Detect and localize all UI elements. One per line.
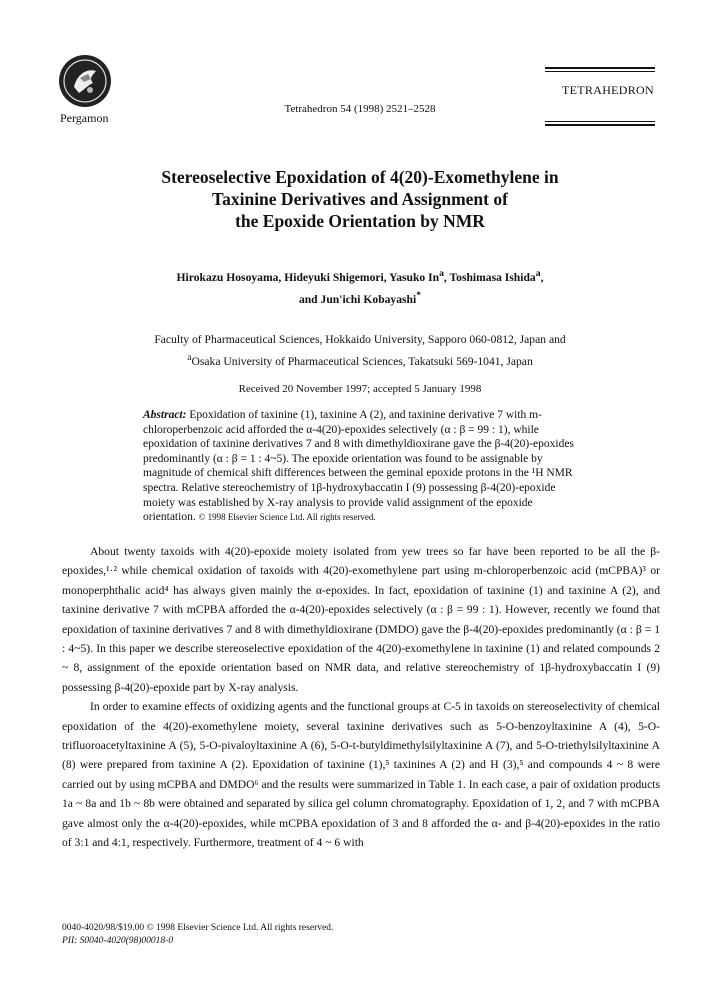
title-line-1: Stereoselective Epoxidation of 4(20)-Exomethylene in [161,167,559,187]
header-rule-bottom-2 [545,124,655,126]
affiliation-text: Osaka University of Pharmaceutical Sciences, Takatsuki 569-1041, Japan [191,354,533,368]
abstract-label: Abstract: [143,409,187,421]
journal-citation: Tetrahedron 54 (1998) 2521–2528 [284,103,436,115]
header-rule-top-1 [545,67,655,69]
title-line-3: the Epoxide Orientation by NMR [235,211,485,231]
affiliation-mark: a [187,352,192,363]
footer-pii: PII: S0040-4020(98)00018-0 [62,936,174,946]
author-line-2 [60,287,660,309]
paper-title [60,166,660,232]
author-separator: , [540,270,544,284]
title-line-2: Taxinine Derivatives and Assignment of [212,189,508,209]
abstract-copyright: © 1998 Elsevier Science Ltd. All rights reserved. [198,512,376,523]
footer-copyright: 0040-4020/98/$19.00 © 1998 Elsevier Science Ltd. All rights reserved. [62,923,334,933]
author-line-1 [60,265,660,287]
publisher-name: Pergamon [60,111,109,125]
author-names-1: Hirokazu Hosoyama, Hideyuki Shigemori, Yasuko In [176,270,440,284]
abstract-text: Epoxidation of taxinine (1), taxinine A (2), and taxinine derivative 7 with m-chloroperbenzoic acid afforded the α-4(20)-epoxides selectively (α : β = 99 : 1), while epoxidation of taxinine derivatives 7 and 8 with dimethyldioxirane gave the β-4(20)-epoxides predominantly (α : β = 1 : 4~5). The epoxide orientation was found to be assignable by magnitude of chemical shift differences between the geminal epoxide protons in the ¹H NMR spectra. Relative stereochemistry of 1β-hydroxybaccatin I (9) possessing β-4(20)-epoxide moiety was established by X-ray analysis to provide valid assignment of the epoxide orientation. [143,409,574,524]
received-date: Received 20 November 1997; accepted 5 January 1998 [238,383,482,395]
header-rule-bottom-1 [545,121,655,122]
journal-name: TETRAHEDRON [562,83,654,97]
author-names-2: , Toshimasa Ishida [443,270,536,284]
affiliation-mark: a [535,268,541,279]
body-paragraph-1: About twenty taxoids with 4(20)-epoxide moiety isolated from yew trees so far have been reported to be all the β-epoxides,¹·² while chemical oxidation of taxoids with 4(20)-exomethylene part using m-chloroperbenzoic acid (mCPBA)³ or monoperphthalic acid⁴ has always given mainly the α-epoxides. In fact, epoxidation of taxinine (1) and taxinine A (2), and taxinine derivative 7 with mCPBA afforded the α-4(20)-epoxides selectively (α : β = 99 : 1). However, recently we found that epoxidation of taxinine derivatives 7 and 8 with dimethyldioxirane (DMDO) gave the β-4(20)-epoxides predominantly (α : β = 1 : 4~5). In this paper we describe stereoselective epoxidation of the 4(20)-exomethylene in taxinine (1) and related compounds 2 ~ 8, assignment of the epoxide orientation based on NMR data, and relative stereochemistry of 1β-hydroxybaccatin I (9) possessing β-4(20)-epoxide part by X-ray analysis. [62,545,660,694]
affiliation-line-1: Faculty of Pharmaceutical Sciences, Hokkaido University, Sapporo 060-0812, Japan and [154,333,566,346]
abstract [143,408,580,525]
affiliation-mark: a [439,268,444,279]
header-rule-top-2 [545,71,655,72]
body-paragraph-2: In order to examine effects of oxidizing agents and the functional groups at C-5 in taxoids on stereoselectivity of chemical epoxidation of the 4(20)-exomethylene moiety, several taxinine derivatives such as 5-O-benzoyltaxinine A (4), 5-O-trifluoroacetyltaxinine A (5), 5-O-pivaloyltaxinine A (6), 5-O-t-butyldimethylsilyltaxinine A (7), and 5-O-triethylsilyltaxinine A (8) were prepared from taxinine A (2). Epoxidation of taxinine (1),⁵ taxinines A (2) and H (3),⁵ and compounds 4 ~ 8 were carried out by using mCPBA and DMDO⁶ and the results were summarized in Table 1. In each case, a pair of oxidation products 1a ~ 8a and 1b ~ 8b were obtained and separated by silica gel column chromatography. Epoxidation of 1, 2, and 7 with mCPBA gave almost only the α-4(20)-epoxides, while mCPBA epoxidation of 3 and 8 afforded the α- and β-4(20)-epoxides in the ratio of 3:1 and 4:1, respectively. Furthermore, treatment of 4 ~ 6 with [62,700,660,850]
corresponding-mark: * [416,289,422,301]
body-text [62,542,660,853]
footer [62,922,333,948]
author-list [60,265,660,309]
pergamon-logo [58,54,112,108]
affiliations [60,331,660,371]
author-names-3: and Jun'ichi Kobayashi [298,292,417,306]
affiliation-line-2 [60,349,660,371]
